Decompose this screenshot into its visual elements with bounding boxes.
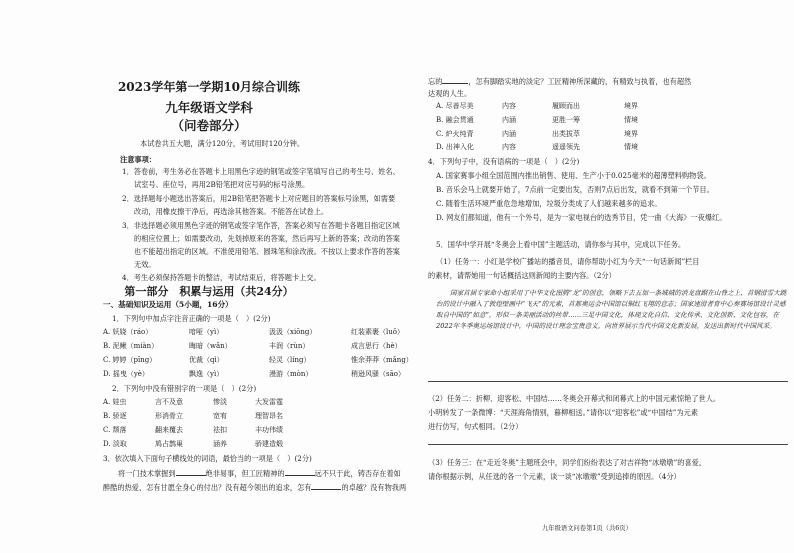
page-footer: 九年级语文问卷第1页（共6页） — [542, 525, 632, 532]
q1-stem: 1．下列句中加点字注音正确的一项是（ ）(2分) — [112, 314, 271, 323]
q5-task3: （3）任务三：在“走近冬奥”主题班会中，同学们纷纷表达了对吉祥物“冰墩墩”的喜爱， — [428, 458, 707, 467]
answer-line — [428, 381, 788, 382]
q5-task1: 的素材，请帮她用一句话概括这则新闻的主要内容。（2分） — [428, 271, 616, 280]
q3-stem: 3．依次填入下面句子横线处的词语，最恰当的一项是（ ）(2分) — [103, 454, 312, 463]
q4-option: D. 网友们都知道，他有一个外号，是为一家电视台的选秀节目，凭一曲《大海》一夜爆红。 — [436, 213, 727, 222]
q4-option: C. 随着生活环境严重危急地增加，垃圾分类成了人们越来越多的追求。 — [436, 199, 662, 208]
notice-line: 3．非选择题必须用黑色字迹的钢笔或签字笔作答，答案必须写在答题卡各题目指定区域 — [122, 221, 400, 230]
q3-continued: 达观的人生。 — [428, 89, 472, 98]
q3-option-row: A. 尽善尽美 内容 履顾而出 境界 — [436, 102, 638, 110]
q2-option-row: B. 骄逐 形消骨立 宽宥 理智昂名 — [103, 412, 283, 420]
q5-stem: 5．国华中学开展“冬奥会上看中国”主题活动，请你参与其中，完成以下任务。 — [436, 240, 686, 249]
q3-option-row: C. 炉火纯青 内涵 出类拔萃 境界 — [436, 130, 638, 138]
q3-option-row: B. 融会贯通 内涵 更胜一筹 情境 — [436, 116, 638, 124]
q5-task2: 小明转发了一条微博：“天涯海角情别，暮柳相送。”请你以“迎客松”或“中国结”为元素 — [428, 408, 699, 417]
q2-option-row: D. 淡取 鸠占鹊巢 涵养 骄建造煅 — [103, 440, 283, 448]
q2-stem: 2．下列句中没有错别字的一项是（ ）(2分) — [112, 384, 257, 393]
exam-part-label: （问卷部分） — [171, 118, 247, 133]
section1-title: 第一部分 积累与运用（共24分） — [124, 285, 294, 298]
answer-line — [428, 444, 788, 445]
notice-line: 的相应位置上；如需要改动，先划掉原来的答案，然后再写上新的答案；改动的答案 — [134, 234, 400, 243]
q3-option-row: D. 出神入化 内容 遥遥领先 情境 — [436, 143, 638, 151]
notice-line: 1．答卷前，考生务必在答题卡上用黑色字迹的钢笔或签字笔填写自己的考生号、姓名、 — [122, 167, 400, 176]
q5-task1: （1）任务一：小红是学校广播站的播音员，请你帮助小红为今天“一句话新闻”栏目 — [436, 257, 700, 266]
notice-line: 4．考生必须保持答题卡的整洁，考试结束后，将答题卡上交。 — [122, 273, 321, 282]
notice-line: 无效。 — [134, 260, 156, 269]
notice-line: 也不能超出指定的区域。不准使用铅笔、圆珠笔和涂改液。不按以上要求作答的答案 — [134, 247, 400, 256]
section1-subtitle: 一、基础知识及运用（5小题，16分） — [103, 300, 233, 309]
exam-info: 本试卷共五大题，满分120分，考试用时120分钟。 — [140, 139, 305, 148]
q5-task2: （2）任务二：折柳、迎客松、中国结……冬奥会开幕式和闭幕式上的中国元素惊艳了世人。 — [428, 394, 721, 403]
exam-title: 2023学年第一学期10月综合训练 — [117, 80, 301, 94]
q1-option-row: A. 妖娆（ráo） 喑哑（yì） 汲汲（xiōng） 红装素裹（luǒ） — [103, 328, 404, 336]
notice-line: 改动，用橡皮擦干净后，再选涂其他答案。不能答在试卷上。 — [134, 207, 329, 216]
q1-option-row: D. 摇曳（yè） 飘逸（yì） 漫游（mòn） 稍逊风骚（sāo） — [103, 370, 405, 378]
q5-task3: 请你根据示例，从任选的各一个元素，谈一谈“冰墩墩”受到追捧的原因。（4分） — [428, 472, 681, 481]
q4-option: B. 音乐会马上就要开始了，7点前一定要出发，否则7点后出发，就看不到第一个节目。 — [436, 185, 714, 194]
exam-subtitle: 九年级语文学科 — [165, 100, 253, 115]
q3-text-line: 醉酷的热爱，怎有甘愿全身心的付出？没有超今领出的追求，怎有 的卓越？没有物我两 — [103, 483, 407, 492]
notice-title: 注意事项： — [120, 155, 156, 164]
q5-news-passage: 国家首届专家命小组采用了中华文化图腾“龙”的创意，领略下去五加一条城城的消龙盘踞在山脊之上，首钢滑雪大跳台的设计中融入了敦煌壁画中“飞天”的元素，首都奥运会中国馆以铜红飞翔的意志；国家速滑者育中心奏赛场馆设计灵感取自中国的“如意”，形似一条美丽活动的丝带……三足中国文化，体现文化自信、文化传承、文化创新、文化包容，在2022年冬季奥运场馆设计中，中国的设计理念宝贵意义，向世界展示当代中国文化新发展，发送出新时代中国风采。 — [436, 289, 787, 330]
q1-option-row: C. 婷婷（pīng） 优裁（qì） 轻灵（líng） 惟余莽莽（mǎng） — [103, 356, 413, 364]
q3-text-line: 将一门技术掌握到 绝非易事，但工匠精神的 远不只于此，铸否存在着如 — [118, 469, 401, 478]
q4-stem: 4．下列句子中，没有语病的一项是（ ）(2分) — [428, 157, 580, 166]
q3-continued: 忘的 ，怎有脚踏实地的淡定？工匠精神所深藏的，有精致与执着，也有超然 — [428, 77, 692, 86]
q4-option: A. 国家赛事小组全国范围内推出销售、使用、生产小于0.025毫米的超薄塑料购物袋。 — [436, 171, 711, 180]
q2-option-row: A. 娃虫 言不及意 惨淡 大发雷霆 — [103, 398, 283, 406]
right-column — [424, 0, 794, 553]
q5-task2: 进行仿写，句式相同。（2分） — [428, 422, 523, 431]
notice-line: 试室号、座位号，再用2B铅笔把对应号码的标号涂黑。 — [134, 180, 310, 189]
q2-option-row: C. 颓落 翻来覆去 祛扣 丰功伟绩 — [103, 426, 283, 434]
notice-line: 2．选择题每小题选出答案后，用2B铅笔把答题卡上对应题目的答案标号涂黑，如需要 — [122, 194, 396, 203]
q1-option-row: B. 泥鳅（miàn） 晦暗（wǎn） 丰润（rùn） 成言思行（hè） — [103, 342, 402, 350]
